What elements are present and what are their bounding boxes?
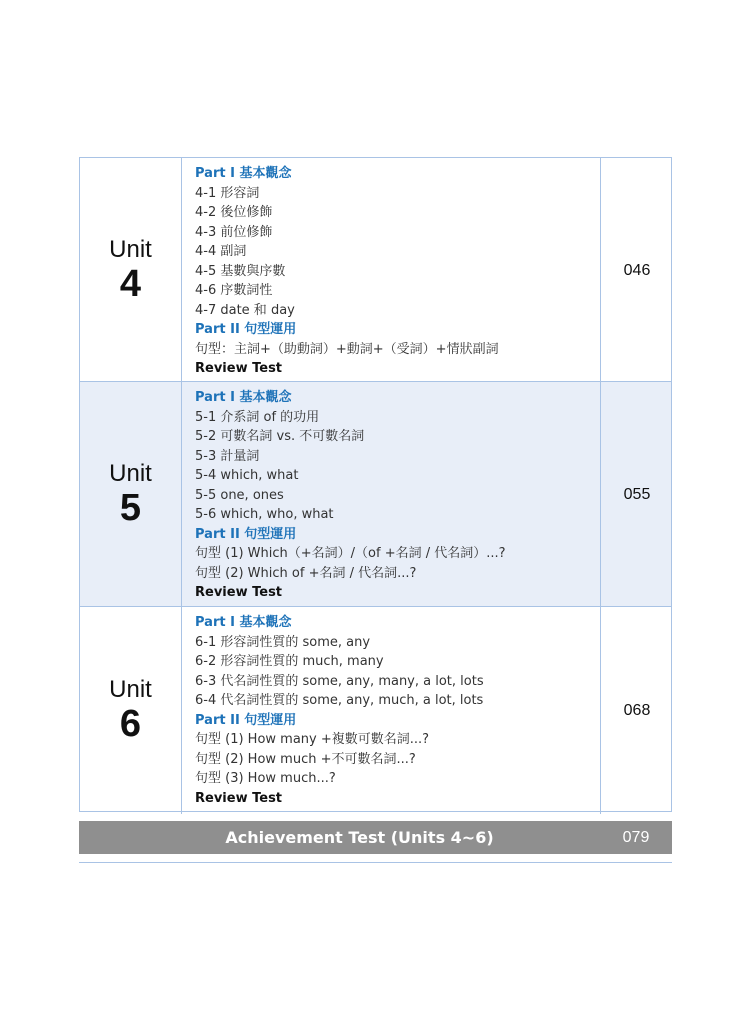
table-of-contents: [79, 157, 672, 812]
unit-row-5: [79, 382, 672, 607]
review-test-entry: Review Test: [195, 361, 283, 376]
lesson-item: 6-4 代名詞性質的 some, any, much, a lot, lots: [195, 693, 484, 708]
lesson-item: 4-3 前位修飾: [195, 224, 273, 240]
review-test-entry: Review Test: [195, 790, 283, 806]
unit-contents: [182, 158, 601, 385]
page-number: 046: [623, 262, 651, 280]
lesson-item: 5-4 which, what: [195, 468, 299, 483]
unit-contents: [182, 607, 601, 814]
lesson-item: 句型 (1) Which（+名詞）/（of +名詞 / 代名詞）...?: [195, 546, 506, 561]
achievement-test-bar: [79, 821, 672, 854]
unit-word: Unit: [109, 460, 152, 488]
lesson-item: 4-6 序數詞性: [195, 283, 273, 298]
achievement-test-label: Achievement Test (Units 4~6): [225, 828, 494, 847]
lesson-item: 6-2 形容詞性質的 much, many: [195, 654, 384, 669]
lesson-item: 5-3 計量詞: [195, 448, 260, 464]
lesson-item: 5-1 介系詞 of 的功用: [195, 409, 320, 425]
lesson-item: 句型 (1) How many +複數可數名詞...?: [195, 732, 430, 747]
lesson-item: 句型 (3) How much...?: [195, 771, 336, 786]
review-test-entry: Review Test: [195, 585, 283, 600]
lesson-item: 6-1 形容詞性質的 some, any: [195, 634, 371, 650]
lesson-item: 4-2 後位修飾: [195, 205, 273, 220]
achievement-test-page: 079: [622, 828, 650, 846]
unit-row-6: [79, 607, 672, 812]
lesson-item: 4-7 date 和 day: [195, 302, 295, 318]
part-heading: Part II 句型運用: [195, 526, 297, 542]
lesson-item: 5-2 可數名詞 vs. 不可數名詞: [195, 429, 365, 444]
lesson-item: 5-5 one, ones: [195, 487, 284, 503]
unit-row-4: [79, 157, 672, 382]
unit-contents: [182, 382, 601, 609]
unit-label-cell: [80, 382, 182, 609]
unit-label-cell: [80, 158, 182, 385]
part-heading: Part I 基本觀念: [195, 615, 292, 630]
lesson-item: 句型 (2) Which of +名詞 / 代名詞...?: [195, 565, 417, 581]
part-heading: Part I 基本觀念: [195, 390, 292, 405]
page-number: 068: [623, 701, 651, 719]
lesson-item: 4-1 形容詞: [195, 185, 260, 201]
lesson-item: 句型：主詞+（助動詞）+動詞+（受詞）+情狀副詞: [195, 341, 499, 357]
lesson-item: 4-5 基數與序數: [195, 263, 286, 279]
part-heading: Part I 基本觀念: [195, 166, 292, 181]
page-number: 055: [623, 486, 651, 504]
lesson-item: 4-4 副詞: [195, 244, 247, 259]
unit-label-cell: [80, 607, 182, 814]
part-heading: Part II 句型運用: [195, 712, 297, 728]
unit-word: Unit: [109, 675, 152, 703]
lesson-item: 句型 (2) How much +不可數名詞...?: [195, 751, 416, 767]
part-heading: Part II 句型運用: [195, 322, 297, 337]
lesson-item: 6-3 代名詞性質的 some, any, many, a lot, lots: [195, 673, 484, 689]
unit-number: 4: [119, 263, 142, 306]
unit-number: 5: [119, 487, 142, 530]
lesson-item: 5-6 which, who, what: [195, 507, 334, 522]
bottom-divider: [79, 862, 672, 863]
unit-word: Unit: [109, 236, 152, 264]
unit-number: 6: [119, 702, 142, 745]
